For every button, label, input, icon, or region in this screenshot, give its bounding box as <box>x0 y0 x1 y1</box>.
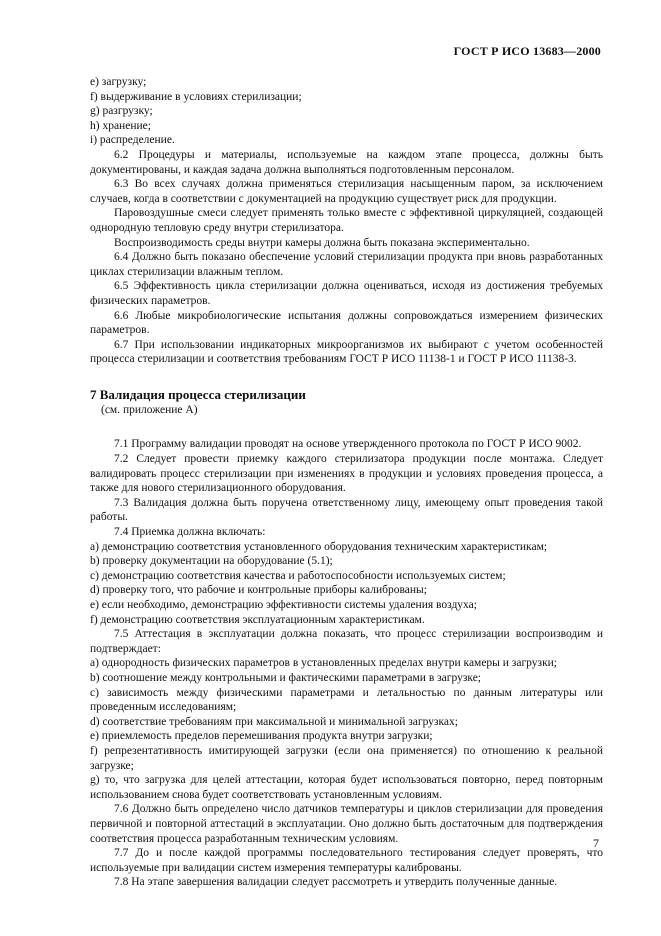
list-item: e) если необходимо, демонстрацию эффективности системы удаления воздуха; <box>90 599 477 611</box>
paragraph: 6.6 Любые микробиологические испытания должны сопровождаться измерением физических параметров. <box>90 309 603 337</box>
paragraph: 6.2 Процедуры и материалы, используемые на каждом этапе процесса, должны быть документированы, и каждая задача должна выполняться подготовленным персоналом. <box>90 148 603 176</box>
paragraph-7-3: 7.3 Валидация должна быть поручена ответственному лицу, имеющему опыт проведения такой работы. <box>90 496 603 524</box>
list-item: d) проверку того, что рабочие и контрольные приборы калиброваны; <box>90 584 427 597</box>
paragraph-7-8: 7.8 На этапе завершения валидации следует рассмотреть и утвердить полученные данные. <box>114 876 558 889</box>
paragraph-7-1: 7.1 Программу валидации проводят на основе утвержденного протокола по ГОСТ Р ИСО 9002. <box>114 438 582 451</box>
list-item: b) проверку документации на оборудование (5.1); <box>90 555 333 568</box>
section-7-title: 7 Валидация процесса стерилизации <box>90 386 306 402</box>
page-number: 7 <box>593 836 599 850</box>
paragraph-7-6: 7.6 Должно быть определено число датчиков температуры и циклов стерилизации для проведения первичной и повторной аттестаций в эксплуатации. Оно должно быть достаточным для подтверждения соответствия процесса разработанным техническим условиям. <box>90 803 603 845</box>
list-item: f) выдерживание в условиях стерилизации; <box>90 90 302 103</box>
paragraph: 6.5 Эффективность цикла стерилизации должна оцениваться, исходя из достижения требуемых физических параметров. <box>90 280 603 307</box>
paragraph: 6.3 Во всех случаях должна применяться стерилизация насыщенным паром, за исключением случаев, когда в соответствии с документацией на продукцию существует риск для продукции. <box>90 178 603 205</box>
list-item: b) соотношение между контрольными и фактическими параметрами в загрузке; <box>90 671 481 684</box>
page-body <box>90 75 603 890</box>
top-list <box>90 75 603 148</box>
page-header-standard: ГОСТ Р ИСО 13683—2000 <box>453 44 601 58</box>
list-item: f) репрезентативность имитирующей загрузки (если она применяется) по отношению к реальной загрузке; <box>90 744 603 772</box>
paragraph: Паровоздушные смеси следует применять только вместе с эффективной циркуляцией, создающей однородную тепловую среду внутри стерилизатора. <box>90 207 603 234</box>
paragraph-7-5: 7.5 Аттестация в эксплуатации должна показать, что процесс стерилизации воспроизводим и подтверждает: <box>90 628 603 655</box>
list-item: g) разгрузку; <box>90 105 153 118</box>
list-item: e) приемлемость пределов перемешивания продукта внутри загрузки; <box>90 730 433 743</box>
paragraph-7-2: 7.2 Следует провести приемку каждого стерилизатора продукции после монтажа. Следует валидировать процесс стерилизации при изменениях в продукции и условиях проведения процесса, а также для нового стерилизационного оборудования. <box>90 453 603 495</box>
paragraph-7-7: 7.7 До и после каждой программы последовательного тестирования следует проверять, что используемые при валидации систем измерения температуры калиброваны. <box>90 847 603 874</box>
list-item: f) демонстрацию соответствия эксплуатационным характеристикам. <box>90 613 425 626</box>
paragraph: Воспроизводимость среды внутри камеры должна быть показана экспериментально. <box>114 236 530 249</box>
section-7-subtitle: (см. приложение А) <box>101 403 198 416</box>
paragraph: 6.7 При использовании индикаторных микроорганизмов их выбирают с учетом особенностей процесса стерилизации и соответствия требованиям ГОСТ Р ИСО 11138-1 и ГОСТ Р ИСО 11138-3. <box>90 338 603 366</box>
list-item: а) однородность физических параметров в установленных пределах внутри камеры и загрузки; <box>90 657 558 670</box>
list-item: а) демонстрацию соответствия установленного оборудования техническим характеристикам; <box>90 540 548 553</box>
list-item: c) зависимость между физическими параметрами и летальностью по данным литературы или проведенным исследованиям; <box>90 686 603 714</box>
list-item: i) распределение. <box>90 134 175 147</box>
list-item: d) соответствие требованиям при максимальной и минимальной загрузках; <box>90 715 458 728</box>
paragraph-7-4: 7.4 Приемка должна включать: <box>114 526 266 539</box>
section-6-paragraphs <box>90 148 603 367</box>
list-item: h) хранение; <box>90 119 151 132</box>
paragraph: 6.4 Должно быть показано обеспечение условий стерилизации продукта при вновь разработанных циклах стерилизации влажным теплом. <box>90 251 603 278</box>
list-item: c) демонстрацию соответствия качества и работоспособности используемых систем; <box>90 569 506 582</box>
list-item: e) загрузку; <box>90 76 147 88</box>
list-7-4 <box>90 540 603 628</box>
list-item: g) то, что загрузка для целей аттестации, которая будет использоваться повторно, перед повторным использованием снова будет соответствовать установленным условиям. <box>90 774 603 801</box>
list-7-5 <box>90 656 603 802</box>
